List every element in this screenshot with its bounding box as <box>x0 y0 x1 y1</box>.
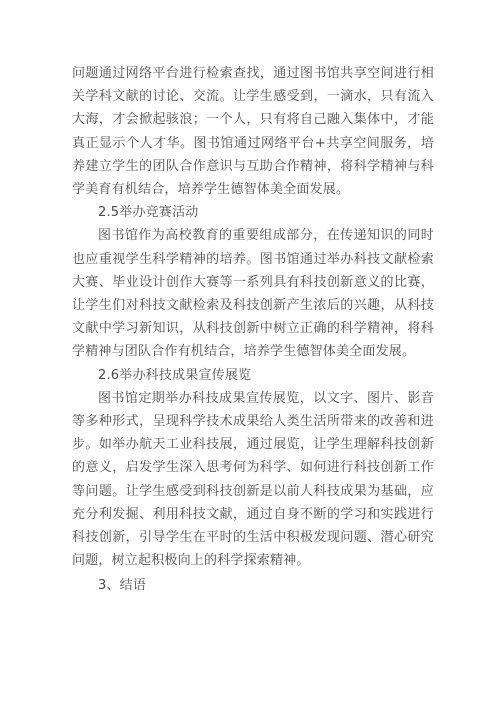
section-heading-2-6: 2.6举办科技成果宣传展览 <box>98 367 252 383</box>
paragraph-competitions: 图书馆作为高校教育的重要组成部分，在传递知识的同时也应重视学生科学精神的培养。图书馆通过举办科技文献检索大赛、毕业设计创作大赛等一系列具有科技创新意义的比赛，让学生们对科技文献检索及科技创新产生浓后的兴趣，从科技文献中学习新知识，从科技创新中树立正确的科学精神，将科学精神与团队合作有机结合，培养学生德智体美全面发展。 <box>72 228 434 360</box>
section-heading-2-5: 2.5举办竞赛活动 <box>98 205 199 221</box>
document-body <box>72 62 434 598</box>
section-heading-conclusion: 3、结语 <box>98 578 147 594</box>
paragraph-continued: 问题通过网络平台进行检索查找，通过图书馆共享空间进行相关学科文献的讨论、交流。让学生感受到，一滴水，只有流入大海，才会掀起骇浪；一个人，只有将自己融入集体中，才能真正显示个人才华。图书馆通过网络平台+共享空间服务，培养建立学生的团队合作意识与互助合作精神，将科学精神与科学美育有机结合，培养学生德智体美全面发展。 <box>72 66 434 198</box>
paragraph-exhibition: 图书馆定期举办科技成果宣传展览，以文字、图片、影音等多种形式，呈现科学技术成果给人类生活所带来的改善和进步。如举办航天工业科技展，通过展览，让学生理解科技创新的意义，启发学生深入思考何为科学、如何进行科技创新工作等问题。让学生感受到科技创新是以前人科技成果为基础，应充分利发掘、利用科技文献，通过自身不断的学习和实践进行科技创新，引导学生在平时的生活中积极发现问题、潜心研究问题，树立起积极向上的科学探索精神。 <box>72 390 434 569</box>
